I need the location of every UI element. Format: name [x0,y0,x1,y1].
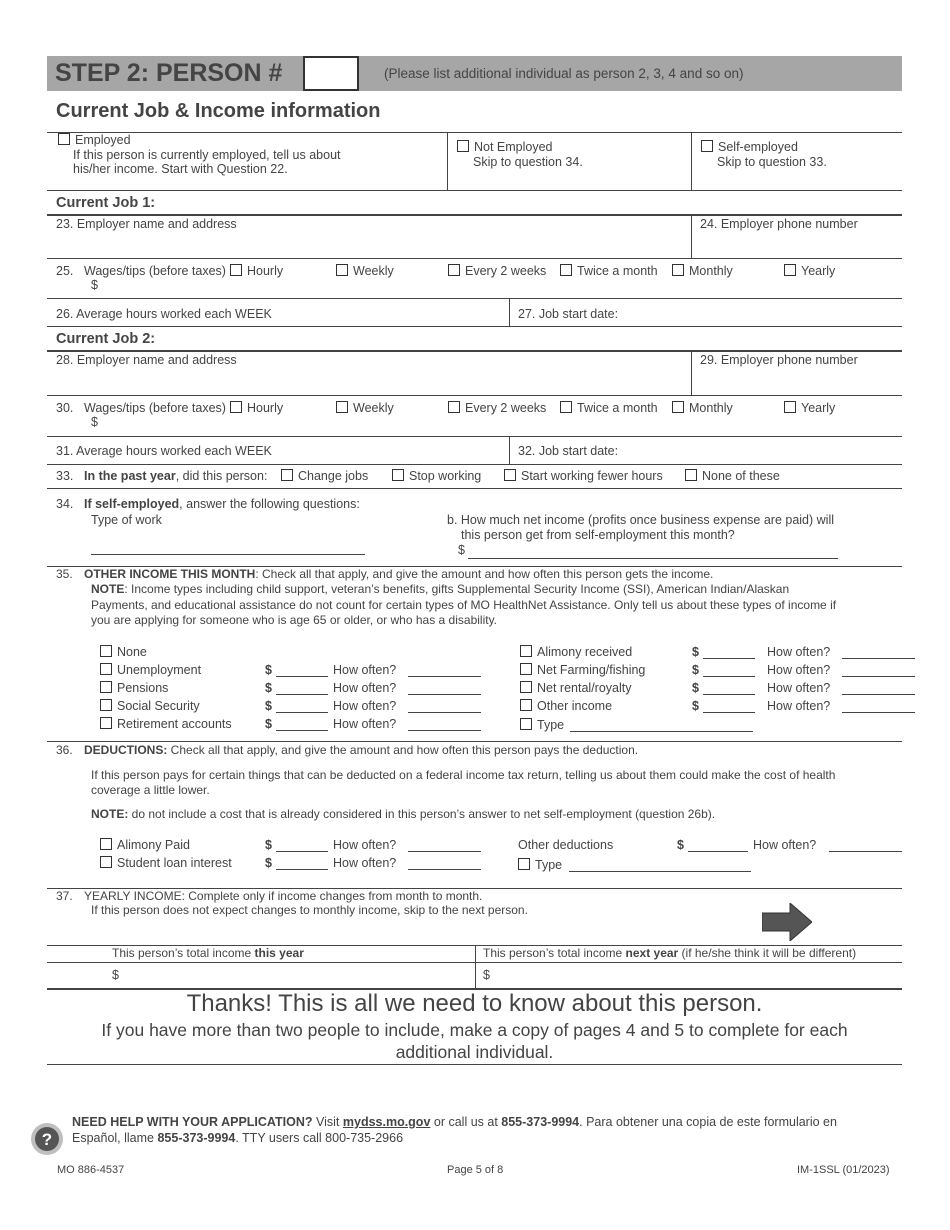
thanks-title: Thanks! This is all we need to know about this person. [186,990,763,1017]
frequency-field[interactable] [408,851,481,852]
frequency-option[interactable]: Monthly [672,401,733,416]
q35-note3: you are applying for someone who is age 65 or older, or who has a disability. [91,613,498,627]
thanks-line2: additional individual. [395,1042,554,1062]
checkbox[interactable] [100,645,112,657]
amount-field[interactable] [703,658,755,659]
q29-label: 29. Employer phone number [700,353,858,367]
not-employed-skip: Skip to question 34. [473,155,583,169]
how-often-label: How often? [767,663,831,677]
help-site-link[interactable]: mydss.mo.gov [342,1115,431,1129]
q24-label: 24. Employer phone number [700,217,858,231]
step-header [47,56,902,91]
checkbox[interactable] [784,264,796,276]
how-often-label: How often? [767,699,831,713]
frequency-option[interactable]: Hourly [230,264,283,279]
income-option[interactable]: Unemployment [100,663,201,678]
q36-note: NOTE: do not include a cost that is already considered in this person’s answer to net self-employment (question 26b). [91,807,716,821]
deduction-option[interactable]: Student loan interest [100,856,232,871]
q30-label: Wages/tips (before taxes) [84,401,226,415]
self-employed-checkbox[interactable] [701,140,713,152]
income-option[interactable]: Social Security [100,699,200,714]
q36-other-amount[interactable] [688,851,748,852]
page-number: Page 5 of 8 [447,1164,504,1176]
q36-num: 36. [56,743,73,757]
amount-dollar: $ [265,838,272,852]
q36-para2: coverage a little lower. [91,783,210,797]
q36-type-option[interactable]: Type [518,858,562,873]
employed-instructions: If this person is currently employed, tell us about [73,148,341,162]
amount-field[interactable] [276,730,328,731]
q32-label: 32. Job start date: [518,444,619,458]
checkbox[interactable] [520,681,532,693]
amount-dollar: $ [265,681,272,695]
q35-note2: Payments, and educational assistance do not count for certain types of MO HealthNet Assistance. Only tell us about these types of income if [91,598,837,612]
q37-num: 37. [56,889,73,903]
person-number-field[interactable] [303,56,359,91]
q34-num: 34. [56,497,74,511]
income-option[interactable]: None [100,645,147,660]
checkbox[interactable] [100,699,112,711]
checkbox[interactable] [392,469,404,481]
checkbox[interactable] [560,401,572,413]
q35-label: OTHER INCOME THIS MONTH: Check all that apply, and give the amount and how often this person gets the income. [84,567,714,581]
q36-other-dollar: $ [677,838,684,852]
help-line1: NEED HELP WITH YOUR APPLICATION? Visit mydss.mo.gov or call us at 855-373-9994. Para obtener una copia de este formulario en [72,1115,837,1129]
amount-field[interactable] [276,676,328,677]
income-option[interactable]: Pensions [100,681,168,696]
how-often-label: How often? [333,856,397,870]
q26-label: 26. Average hours worked each WEEK [56,307,272,321]
amount-field[interactable] [276,869,328,870]
frequency-option[interactable]: Every 2 weeks [448,264,546,279]
q25-num: 25. [56,264,74,278]
amount-dollar: $ [265,699,272,713]
q31-label: 31. Average hours worked each WEEK [56,444,272,458]
checkbox[interactable] [100,663,112,675]
employed-option[interactable]: Employed [58,133,131,148]
q30-dollar: $ [91,415,98,429]
checkbox[interactable] [518,858,530,870]
amount-dollar: $ [265,717,272,731]
checkbox[interactable] [448,401,460,413]
checkbox[interactable] [448,264,460,276]
frequency-option[interactable]: Monthly [672,264,733,279]
checkbox[interactable] [281,469,293,481]
frequency-option[interactable]: Weekly [336,401,394,416]
frequency-option[interactable]: Every 2 weeks [448,401,546,416]
self-employed-skip: Skip to question 33. [717,155,827,169]
next-year-dollar[interactable]: $ [483,968,490,982]
step-note: (Please list additional individual as person 2, 3, 4 and so on) [384,66,744,81]
q33-label: In the past year, did this person: [84,469,268,483]
checkbox[interactable] [230,264,242,276]
frequency-field[interactable] [842,658,915,659]
right-arrow-icon [762,903,812,941]
checkbox[interactable] [520,663,532,675]
how-often-label: How often? [767,681,831,695]
amount-field[interactable] [703,712,755,713]
how-often-label: How often? [333,663,397,677]
deduction-option[interactable]: Alimony Paid [100,838,190,853]
checkbox[interactable] [560,264,572,276]
q36-other-freq[interactable] [829,851,902,852]
income-option[interactable]: Net Farming/fishing [520,663,645,678]
q33-num: 33. [56,469,74,483]
income-option[interactable]: Alimony received [520,645,632,660]
checkbox[interactable] [685,469,697,481]
q34-type-label: Type of work [91,513,162,527]
q34-b-line1: b. How much net income (profits once business expense are paid) will [447,513,834,527]
q37-line1: YEARLY INCOME: Complete only if income changes from month to month. [84,889,483,903]
q30-num: 30. [56,401,74,415]
q25-dollar: $ [91,278,98,292]
amount-dollar: $ [692,699,699,713]
q34-dollar: $ [458,543,465,557]
amount-dollar: $ [265,856,272,870]
checkbox[interactable] [230,401,242,413]
job1-title: Current Job 1: [56,195,156,211]
q35-num: 35. [56,567,73,581]
q23-label: 23. Employer name and address [56,217,237,231]
q33-option-change-jobs[interactable]: Change jobs [281,469,368,484]
how-often-label: How often? [333,717,397,731]
q36-other-how-often: How often? [753,838,817,852]
q34-type-field[interactable] [91,554,365,555]
checkbox[interactable] [100,838,112,850]
checkbox[interactable] [100,681,112,693]
not-employed-checkbox[interactable] [457,140,469,152]
q34-b-line2: this person get from self-employment this month? [461,528,735,542]
next-year-label: This person’s total income next year (if he/she think it will be different) [483,946,857,960]
thanks-line1: If you have more than two people to include, make a copy of pages 4 and 5 to complete for each [101,1020,848,1040]
employed-checkbox[interactable] [58,133,70,145]
not-employed-option[interactable]: Not Employed [457,140,553,155]
step-title: STEP 2: PERSON # [55,59,283,87]
question-circle-icon [30,1122,64,1156]
amount-field[interactable] [276,712,328,713]
frequency-field[interactable] [408,730,481,731]
frequency-option[interactable]: Yearly [784,264,835,279]
frequency-option[interactable]: Twice a month [560,264,658,279]
amount-dollar: $ [692,663,699,677]
q34-label: If self-employed, answer the following questions: [84,497,360,511]
frequency-field[interactable] [408,694,481,695]
form-version: IM-1SSL (01/2023) [797,1164,890,1176]
svg-text:?: ? [41,1130,53,1149]
frequency-option[interactable]: Yearly [784,401,835,416]
how-often-label: How often? [767,645,831,659]
q27-label: 27. Job start date: [518,307,619,321]
checkbox[interactable] [784,401,796,413]
frequency-field[interactable] [408,676,481,677]
frequency-field[interactable] [842,694,915,695]
amount-dollar: $ [692,681,699,695]
checkbox[interactable] [336,264,348,276]
checkbox[interactable] [100,856,112,868]
how-often-label: How often? [333,838,397,852]
q28-label: 28. Employer name and address [56,353,237,367]
amount-field[interactable] [276,694,328,695]
frequency-field[interactable] [842,712,915,713]
q36-para1: If this person pays for certain things that can be deducted on a federal income tax return, telling us about them could make the cost of health [91,768,836,782]
q33-option-stop-working[interactable]: Stop working [392,469,481,484]
this-year-dollar[interactable]: $ [112,968,119,982]
checkbox[interactable] [520,699,532,711]
q36-other-deductions: Other deductions [518,838,614,852]
q35-type-field[interactable] [570,731,753,732]
income-option[interactable]: Retirement accounts [100,717,232,732]
q34-income-field[interactable] [468,558,838,559]
frequency-field[interactable] [408,869,481,870]
q33-option-fewer-hours[interactable]: Start working fewer hours [504,469,663,484]
how-often-label: How often? [333,681,397,695]
frequency-field[interactable] [842,676,915,677]
q33-option-none[interactable]: None of these [685,469,780,484]
checkbox[interactable] [520,718,532,730]
q35-type-option[interactable]: Type [520,718,564,733]
income-option[interactable]: Net rental/royalty [520,681,631,696]
help-line2: Español, llame 855-373-9994. TTY users call 800-735-2966 [72,1131,404,1145]
q36-type-field[interactable] [569,871,751,872]
checkbox[interactable] [520,645,532,657]
q35-note1: NOTE: Income types including child support, veteran’s benefits, gifts Supplemental Security Income (SSI), American Indian/Alaskan [91,582,790,596]
form-id: MO 886-4537 [57,1164,125,1176]
checkbox[interactable] [672,264,684,276]
how-often-label: How often? [333,699,397,713]
checkbox[interactable] [100,717,112,729]
section-title: Current Job & Income information [56,100,381,122]
job2-title: Current Job 2: [56,331,156,347]
q25-label: Wages/tips (before taxes) [84,264,226,278]
amount-field[interactable] [703,694,755,695]
amount-field[interactable] [703,676,755,677]
frequency-option[interactable]: Hourly [230,401,283,416]
checkbox[interactable] [504,469,516,481]
employed-instructions-2: his/her income. Start with Question 22. [73,162,288,176]
frequency-option[interactable]: Weekly [336,264,394,279]
q36-label: DEDUCTIONS: Check all that apply, and give the amount and how often this person pays the deduction. [84,743,639,757]
checkbox[interactable] [336,401,348,413]
q37-line2: If this person does not expect changes to monthly income, skip to the next person. [91,903,528,917]
self-employed-option[interactable]: Self-employed [701,140,798,155]
checkbox[interactable] [672,401,684,413]
amount-dollar: $ [265,663,272,677]
frequency-field[interactable] [408,712,481,713]
amount-field[interactable] [276,851,328,852]
amount-dollar: $ [692,645,699,659]
this-year-label: This person’s total income this year [112,946,304,960]
frequency-option[interactable]: Twice a month [560,401,658,416]
income-option[interactable]: Other income [520,699,612,714]
